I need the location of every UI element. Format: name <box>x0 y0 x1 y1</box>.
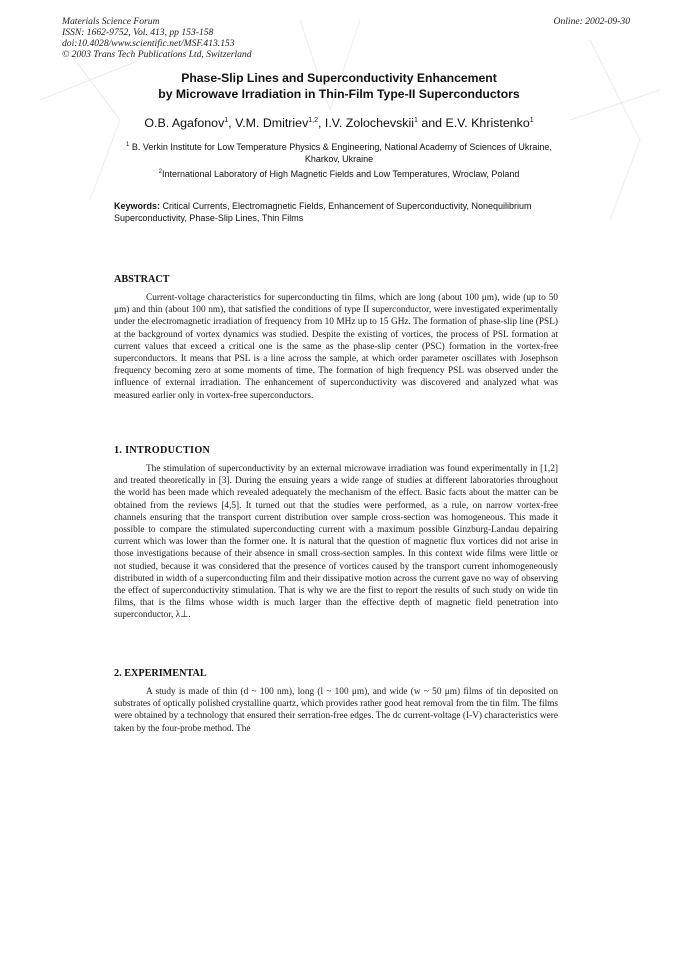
author-affiliation-marker: 1 <box>529 116 534 124</box>
author-affiliation-marker: 1 <box>224 116 229 124</box>
affiliation-marker: 2 <box>158 169 162 175</box>
author-separator: , <box>318 116 325 130</box>
author-affiliation-marker: 1,2 <box>308 116 319 124</box>
abstract-paragraph: Current-voltage characteristics for superconducting tin films, which are long (about 100 μm), wide (up to 50 μm) and thin (about 100 nm), that satisfied the conditions of type II superconductor, were investigated experimentally under the electromagnetic irradiation of frequency from 10 MHz up to 15 GHz. The formation of phase-slip line (PSL) at the background of vortex dynamics was studied. Despite the existing of vortices, the process of PSL formation at current values that exceed a critical one is the same as the phase-slip center (PSC) formation in the vortex-free superconductors. It means that PSL is a line across the sample, at which order parameter oscillates with Josephson frequency becoming zero at some moments of time. The formation of high frequency PSL was observed under the influence of external irradiation. The enhancement of superconductivity was discovered and analyzed what was measured earlier only in vortex-free superconductors. <box>114 293 558 401</box>
experimental-body <box>114 686 558 735</box>
author-separator: and <box>417 116 446 130</box>
affiliation-2 <box>110 166 568 180</box>
title-line-2: by Microwave Irradiation in Thin-Film Type-II Superconductors <box>158 87 520 101</box>
author-name: E.V. Khristenko <box>445 116 530 130</box>
keywords-text: Critical Currents, Electromagnetic Fields, Enhancement of Superconductivity, Nonequilibrium Superconductivity, Phase-Slip Lines, Thin Films <box>114 201 532 223</box>
keywords-label: Keywords: <box>114 201 161 211</box>
doi-link[interactable]: doi:10.4028/www.scientific.net/MSF.413.153 <box>62 38 235 49</box>
abstract-heading: ABSTRACT <box>114 274 170 285</box>
issn-line: ISSN: 1662-9752, Vol. 413, pp 153-158 <box>62 27 214 38</box>
affiliation-marker: 1 <box>126 142 130 148</box>
author-name: I.V. Zolochevskii <box>324 116 414 130</box>
journal-name: Materials Science Forum <box>62 16 160 27</box>
author-affiliation-marker: 1 <box>413 116 418 124</box>
author-name: V.M. Dmitriev <box>235 116 309 130</box>
introduction-paragraph: The stimulation of superconductivity by an external microwave irradiation was found experimentally in [1,2] and treated theoretically in [3]. During the ensuing years a wide range of studies at different laboratories throughout the world has been made which revealed adequately the mechanism of the effect. Basic facts about the matter can be obtained from the reviews [4,5]. It turned out that the studies were performed, as a rule, on narrow vortex-free channels ensuring that the transport current distribution over sample cross-section was homogeneous. This made it possible to compare the stimulated superconducting current with a maximum possible Ginzburg-Landau depairing current which was lower than the former one. It is natural that the question of magnetic flux vortices did not arise in those investigations because of their absence in small cross-section samples. In this context wide films were little or not studied, because it was considered that the presence of vortices caused by the transport current inhomogeneously distributed in width of a superconducting film and their dissipative motion across the current gave no way of observing the effect of superconductivity stimulation. That is why we are the first to report the results of such study on wide tin films, that is the films whose width is much larger than the effective depth of magnetic field penetration into superconductor, λ⊥. <box>114 464 558 621</box>
title-line-1: Phase-Slip Lines and Superconductivity Enhancement <box>181 71 497 85</box>
keywords <box>114 200 558 224</box>
affiliation-text: International Laboratory of High Magnetic Fields and Low Temperatures, Wroclaw, Poland <box>161 169 520 179</box>
abstract-body <box>114 292 558 402</box>
author-list <box>60 116 618 130</box>
affiliation-1 <box>110 139 568 165</box>
paper-title <box>80 70 598 102</box>
experimental-paragraph: A study is made of thin (d ~ 100 nm), long (l ~ 100 μm), and wide (w ~ 50 μm) films of tin deposited on substrates of optically polished crystalline quartz, which provides rather good heat removal from the tin film. The films were obtained by a technology that ensured their serration-free edges. The dc current-voltage (I-V) characteristics were taken by the four-probe method. The <box>114 687 558 734</box>
copyright-line: © 2003 Trans Tech Publications Ltd, Switzerland <box>62 49 252 60</box>
affiliation-text: B. Verkin Institute for Low Temperature Physics & Engineering, National Academy of Sciences of Ukraine, Kharkov, Ukraine <box>129 142 552 164</box>
introduction-heading: 1. INTRODUCTION <box>114 445 211 456</box>
journal-header <box>62 16 252 60</box>
author-separator: , <box>228 116 236 130</box>
experimental-heading: 2. EXPERIMENTAL <box>114 668 207 679</box>
author-name: O.B. Agafonov <box>144 116 225 130</box>
online-date: Online: 2002-09-30 <box>553 16 630 27</box>
introduction-body <box>114 463 558 622</box>
